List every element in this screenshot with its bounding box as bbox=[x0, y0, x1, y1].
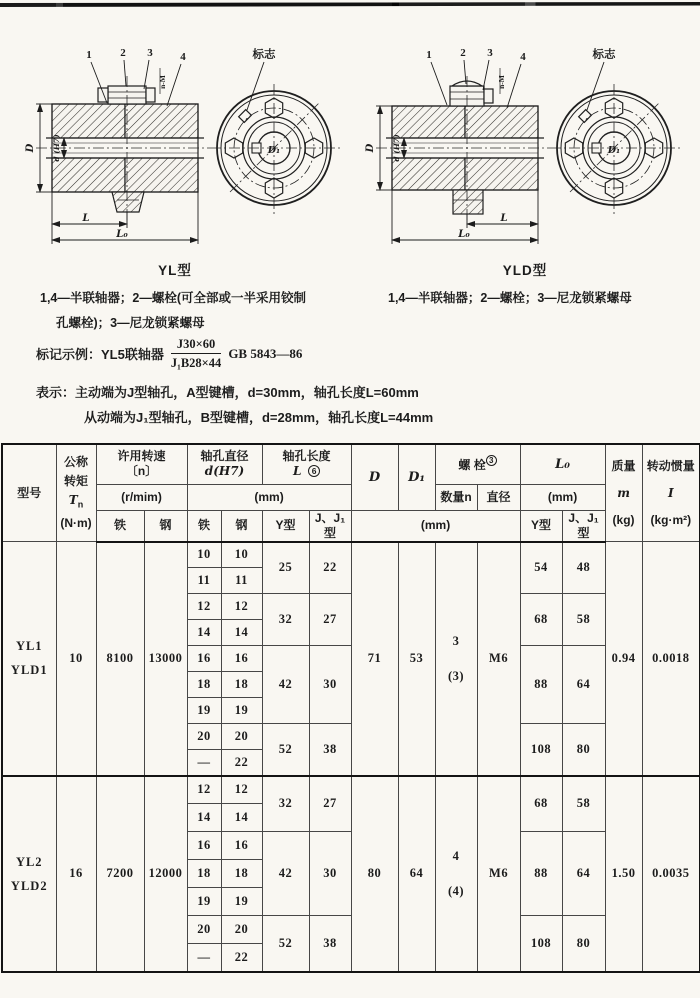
marking-fraction-denominator: J₁B28×44 bbox=[170, 356, 222, 370]
bore-iron-cell: 10 bbox=[187, 542, 221, 568]
bore-iron-cell: 11 bbox=[187, 568, 221, 594]
header-mid-unit: (mm) bbox=[351, 510, 520, 542]
bore-steel-cell: 16 bbox=[221, 646, 262, 672]
header-speed: 许用转速 〔n〕 bbox=[96, 444, 187, 484]
bore-steel-cell: 14 bbox=[221, 620, 262, 646]
bore-steel-cell: 22 bbox=[221, 944, 262, 972]
mark-label: 标志 bbox=[252, 49, 276, 61]
header-length-j: J、J₁型 bbox=[309, 510, 351, 542]
table-row bbox=[2, 776, 700, 804]
bore-iron-cell: 19 bbox=[187, 888, 221, 916]
header-model: 型号 bbox=[2, 444, 56, 542]
length-j-cell: 30 bbox=[309, 832, 351, 916]
length-y-cell: 52 bbox=[262, 916, 309, 972]
dim-D1-cell: 64 bbox=[398, 776, 435, 972]
model-cell: YL1 YLD1 bbox=[2, 542, 56, 776]
header-bolt: 螺 栓 3 bbox=[435, 444, 520, 484]
callout-3: 3 bbox=[147, 47, 153, 59]
L0-j-cell: 58 bbox=[562, 776, 605, 832]
bore-steel-cell: 14 bbox=[221, 804, 262, 832]
header-inertia: 转动惯量 I (kg·m²) bbox=[642, 444, 700, 542]
L0-j-cell: 64 bbox=[562, 832, 605, 916]
bolt-qty-cell: 4 (4) bbox=[435, 776, 477, 972]
callout-2: 2 bbox=[120, 47, 126, 59]
header-D1: D₁ bbox=[398, 444, 435, 510]
header-L0-y: Y型 bbox=[520, 510, 562, 542]
bore-steel-cell: 18 bbox=[221, 672, 262, 698]
table-header bbox=[2, 444, 700, 542]
bolt-qty-cell: 3 (3) bbox=[435, 542, 477, 776]
marking-standard-number: GB 5843—86 bbox=[228, 345, 303, 361]
header-speed-steel: 钢 bbox=[144, 510, 187, 542]
bore-steel-cell: 18 bbox=[221, 860, 262, 888]
length-y-cell: 42 bbox=[262, 832, 309, 916]
speed-steel-cell: 12000 bbox=[144, 776, 187, 972]
caption-yld: YLD型 bbox=[502, 263, 548, 278]
bolt-spec-label: n-M bbox=[497, 75, 506, 89]
bore-steel-cell: 20 bbox=[221, 916, 262, 944]
bolt-dia-cell: M6 bbox=[477, 776, 520, 972]
bore-iron-cell: 19 bbox=[187, 698, 221, 724]
spec-table bbox=[1, 443, 700, 973]
callout-1: 1 bbox=[426, 49, 432, 61]
bore-steel-cell: 12 bbox=[221, 776, 262, 804]
figure-yld-drawing bbox=[352, 42, 692, 256]
marking-fraction-numerator: J30×60 bbox=[171, 336, 221, 354]
bore-steel-cell: 22 bbox=[221, 750, 262, 776]
marking-fraction bbox=[171, 336, 221, 371]
mass-cell: 0.94 bbox=[605, 542, 642, 776]
dim-d-label: d (H7) bbox=[392, 134, 401, 162]
legend-yl-line2: 孔螺栓)；3—尼龙锁紧螺母 bbox=[56, 316, 205, 330]
bolt-dia-cell: M6 bbox=[477, 542, 520, 776]
figure-yl-drawing bbox=[12, 42, 352, 256]
L0-j-cell: 80 bbox=[562, 724, 605, 776]
marking-prefix: 标记示例：YL5联轴器 bbox=[36, 347, 164, 362]
bore-steel-cell: 11 bbox=[221, 568, 262, 594]
legend-yld: 1,4—半联轴器；2—螺栓；3—尼龙锁紧螺母 bbox=[388, 291, 632, 305]
length-y-cell: 32 bbox=[262, 594, 309, 646]
inertia-cell: 0.0018 bbox=[642, 542, 700, 776]
bore-steel-cell: 19 bbox=[221, 698, 262, 724]
L0-y-cell: 68 bbox=[520, 594, 562, 646]
mass-cell: 1.50 bbox=[605, 776, 642, 972]
L0-y-cell: 108 bbox=[520, 724, 562, 776]
length-y-cell: 32 bbox=[262, 776, 309, 832]
dim-D1-cell: 53 bbox=[398, 542, 435, 776]
description-line2: 从动端为J₁型轴孔，B型键槽，d=28mm，轴孔长度L=44mm bbox=[84, 410, 434, 425]
dim-L-label: L bbox=[500, 213, 508, 224]
dim-D-label: D bbox=[25, 143, 36, 153]
length-y-cell: 52 bbox=[262, 724, 309, 776]
length-j-cell: 22 bbox=[309, 542, 351, 594]
L0-y-cell: 68 bbox=[520, 776, 562, 832]
bore-iron-cell: 20 bbox=[187, 916, 221, 944]
header-D: D bbox=[351, 444, 398, 510]
header-L0: L₀ bbox=[520, 444, 605, 484]
bore-steel-cell: 19 bbox=[221, 888, 262, 916]
bore-steel-cell: 12 bbox=[221, 594, 262, 620]
bore-iron-cell: 14 bbox=[187, 804, 221, 832]
marking-example bbox=[36, 336, 302, 371]
dim-L-label: L bbox=[82, 213, 90, 224]
header-mass: 质量 m (kg) bbox=[605, 444, 642, 542]
bore-iron-cell: 14 bbox=[187, 620, 221, 646]
inertia-cell: 0.0035 bbox=[642, 776, 700, 972]
callout-3: 3 bbox=[487, 47, 493, 59]
L0-y-cell: 108 bbox=[520, 916, 562, 972]
description-line1: 表示：主动端为J型轴孔，A型键槽，d=30mm，轴孔长度L=60mm bbox=[36, 385, 419, 400]
length-y-cell: 42 bbox=[262, 646, 309, 724]
header-L0-unit: (mm) bbox=[520, 484, 605, 510]
header-bore-length: 轴孔长度 L 6 bbox=[262, 444, 351, 484]
L0-j-cell: 48 bbox=[562, 542, 605, 594]
header-L0-j: J、J₁型 bbox=[562, 510, 605, 542]
header-bolt-dia: 直径 bbox=[477, 484, 520, 510]
length-j-cell: 38 bbox=[309, 916, 351, 972]
length-j-cell: 30 bbox=[309, 646, 351, 724]
dim-D1-label: D₁ bbox=[607, 145, 621, 156]
bore-steel-cell: 16 bbox=[221, 832, 262, 860]
mark-label: 标志 bbox=[592, 49, 616, 61]
dim-D-cell: 71 bbox=[351, 542, 398, 776]
callout-4: 4 bbox=[180, 51, 186, 63]
dim-D-label: D bbox=[365, 143, 376, 153]
length-y-cell: 25 bbox=[262, 542, 309, 594]
callout-2: 2 bbox=[460, 47, 466, 59]
torque-cell: 16 bbox=[56, 776, 96, 972]
bore-iron-cell: — bbox=[187, 750, 221, 776]
bore-iron-cell: 18 bbox=[187, 860, 221, 888]
length-j-cell: 38 bbox=[309, 724, 351, 776]
header-torque: 公称 转矩 $T_n$ (N·m) bbox=[56, 444, 96, 542]
dim-d-label: d (H7) bbox=[52, 134, 61, 162]
header-bore-iron: 铁 bbox=[187, 510, 221, 542]
L0-j-cell: 80 bbox=[562, 916, 605, 972]
L0-j-cell: 64 bbox=[562, 646, 605, 724]
bore-iron-cell: 16 bbox=[187, 646, 221, 672]
dim-L0-label: L₀ bbox=[116, 229, 128, 240]
legend-yl-line1: 1,4—半联轴器；2—螺栓(可全部或一半采用铰制 bbox=[40, 291, 306, 305]
bore-iron-cell: 12 bbox=[187, 594, 221, 620]
header-length-y: Y型 bbox=[262, 510, 309, 542]
header-bore-length-unit: (mm) bbox=[187, 484, 351, 510]
table-row bbox=[2, 542, 700, 568]
speed-steel-cell: 13000 bbox=[144, 542, 187, 776]
L0-y-cell: 88 bbox=[520, 646, 562, 724]
bore-iron-cell: 18 bbox=[187, 672, 221, 698]
table-body bbox=[2, 542, 700, 972]
bore-iron-cell: — bbox=[187, 944, 221, 972]
header-speed-unit: (r/mim) bbox=[96, 484, 187, 510]
callout-4: 4 bbox=[520, 51, 526, 63]
scan-edge-line bbox=[0, 2, 700, 7]
length-j-cell: 27 bbox=[309, 594, 351, 646]
speed-iron-cell: 7200 bbox=[96, 776, 144, 972]
dim-D-cell: 80 bbox=[351, 776, 398, 972]
torque-cell: 10 bbox=[56, 542, 96, 776]
bore-iron-cell: 12 bbox=[187, 776, 221, 804]
header-bore-diameter: 轴孔直径 d(H7) bbox=[187, 444, 262, 484]
header-bolt-qty: 数量n bbox=[435, 484, 477, 510]
bore-iron-cell: 16 bbox=[187, 832, 221, 860]
L0-j-cell: 58 bbox=[562, 594, 605, 646]
L0-y-cell: 54 bbox=[520, 542, 562, 594]
caption-yl: YL型 bbox=[158, 263, 192, 278]
bolt-spec-label: n-M bbox=[158, 75, 167, 89]
speed-iron-cell: 8100 bbox=[96, 542, 144, 776]
dim-L0-label: L₀ bbox=[458, 229, 470, 240]
header-speed-iron: 铁 bbox=[96, 510, 144, 542]
bore-steel-cell: 10 bbox=[221, 542, 262, 568]
L0-y-cell: 88 bbox=[520, 832, 562, 916]
model-cell: YL2 YLD2 bbox=[2, 776, 56, 972]
length-j-cell: 27 bbox=[309, 776, 351, 832]
callout-1: 1 bbox=[86, 49, 92, 61]
bore-iron-cell: 20 bbox=[187, 724, 221, 750]
header-bore-steel: 钢 bbox=[221, 510, 262, 542]
dim-D1-label: D₁ bbox=[267, 145, 281, 156]
bore-steel-cell: 20 bbox=[221, 724, 262, 750]
